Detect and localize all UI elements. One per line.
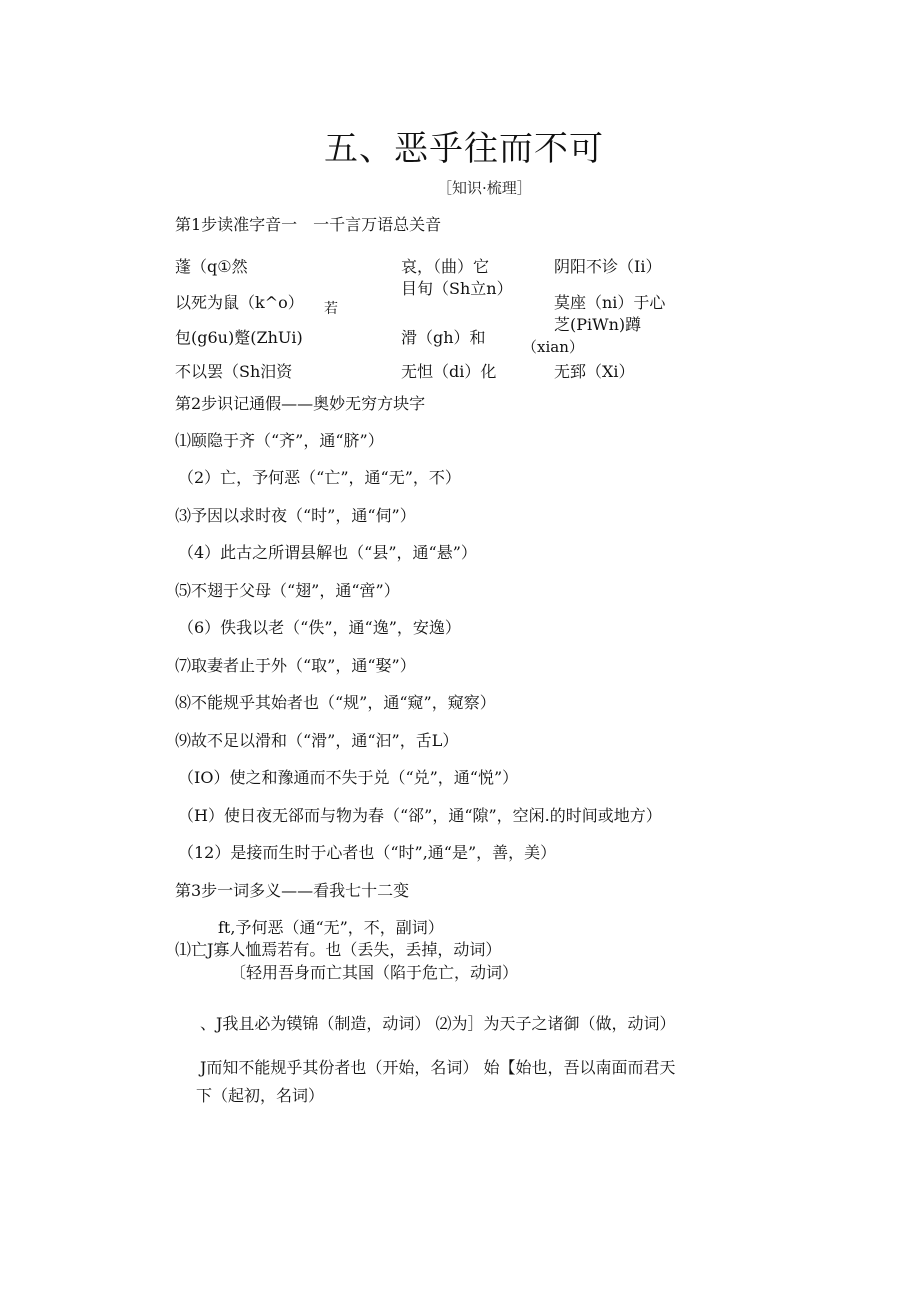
pronunciation-item: （xian） bbox=[522, 338, 584, 356]
tongjia-item: （H）使日夜无郤而与物为春（“郤”，通“隙”，空闲.的时间或地方） bbox=[178, 806, 662, 825]
tongjia-item: （IO）使之和豫通而不失于兑（“兑”，通“悦”） bbox=[178, 768, 519, 787]
step2-heading: 第2步识记通假——奥妙无穷方块字 bbox=[175, 394, 426, 413]
tongjia-item: ⑴颐隐于齐（“齐”，通“脐”） bbox=[175, 431, 384, 450]
polysemy-item: J而知不能规乎其份者也（开始，名词） 始【始也，吾以南面而君天 bbox=[200, 1058, 676, 1077]
step3-heading: 第3步一词多义——看我七十二变 bbox=[175, 881, 410, 900]
tongjia-item: ⑼故不足以滑和（“滑”，通“汩”，舌L） bbox=[175, 731, 459, 750]
pronunciation-item: 阴阳不诊（Ii） bbox=[554, 257, 662, 276]
tongjia-item: ⑻不能规乎其始者也（“规”，通“窥”，窥察） bbox=[175, 693, 496, 712]
pronunciation-item: 莫座（ni）于心 bbox=[554, 293, 666, 312]
polysemy-item: ft,予何恶（通“无”，不，副词） bbox=[218, 918, 444, 937]
pronunciation-item: 芝(PiWn)蹲 bbox=[554, 315, 642, 334]
tongjia-item: ⑺取妻者止于外（“取”，通“娶”） bbox=[175, 656, 416, 675]
tongjia-item: （12）是接而生时于心者也（“时”,通“是”，善，美） bbox=[178, 843, 557, 862]
pronunciation-item: 以死为鼠（k^o） bbox=[175, 293, 304, 312]
polysemy-item: ⑴亡J寡人恤焉若有。也（丢失，丢掉，动词） bbox=[175, 940, 502, 959]
pronunciation-item: 包(g6u)蹩(ZhUi) bbox=[175, 328, 303, 347]
pronunciation-item: 无郅（Xi） bbox=[554, 362, 635, 381]
pronunciation-item: 哀，（曲）它 bbox=[401, 257, 490, 276]
stray-mark: 若 bbox=[324, 301, 338, 317]
tongjia-item: ⑶予因以求时夜（“时”，通“伺”） bbox=[175, 506, 416, 525]
tongjia-item: （4）此古之所谓县解也（“县”，通“悬”） bbox=[178, 543, 477, 562]
tongjia-item: ⑸不翅于父母（“翅”，通“啻”） bbox=[175, 581, 400, 600]
section-subtitle: ［知识·梳理］ bbox=[437, 179, 532, 197]
tongjia-item: （6）佚我以老（“佚”，通“逸”，安逸） bbox=[178, 618, 461, 637]
pronunciation-item: 不以罢（Sh汨资 bbox=[175, 362, 293, 381]
tongjia-item: （2）亡，予何恶（“亡”，通“无”，不） bbox=[178, 468, 461, 487]
page-title: 五、恶乎往而不可 bbox=[324, 129, 604, 169]
pronunciation-item: 无怛（di）化 bbox=[401, 362, 497, 381]
pronunciation-item: 蓬（q①然 bbox=[175, 257, 248, 276]
pronunciation-item: 滑（gh）和 bbox=[401, 328, 486, 347]
pronunciation-item: 目旬（Sh立n） bbox=[401, 279, 513, 298]
polysemy-item: 、J我且必为镆锦（制造，动词） ⑵为］为天子之诸御（做，动词） bbox=[200, 1014, 676, 1033]
step1-heading: 第1步读准字音一 一千言万语总关音 bbox=[175, 215, 442, 234]
polysemy-item: 下（起初，名词） bbox=[196, 1086, 325, 1105]
polysemy-item: 〔轻用吾身而亡其国（陷于危亡，动词） bbox=[230, 963, 519, 982]
